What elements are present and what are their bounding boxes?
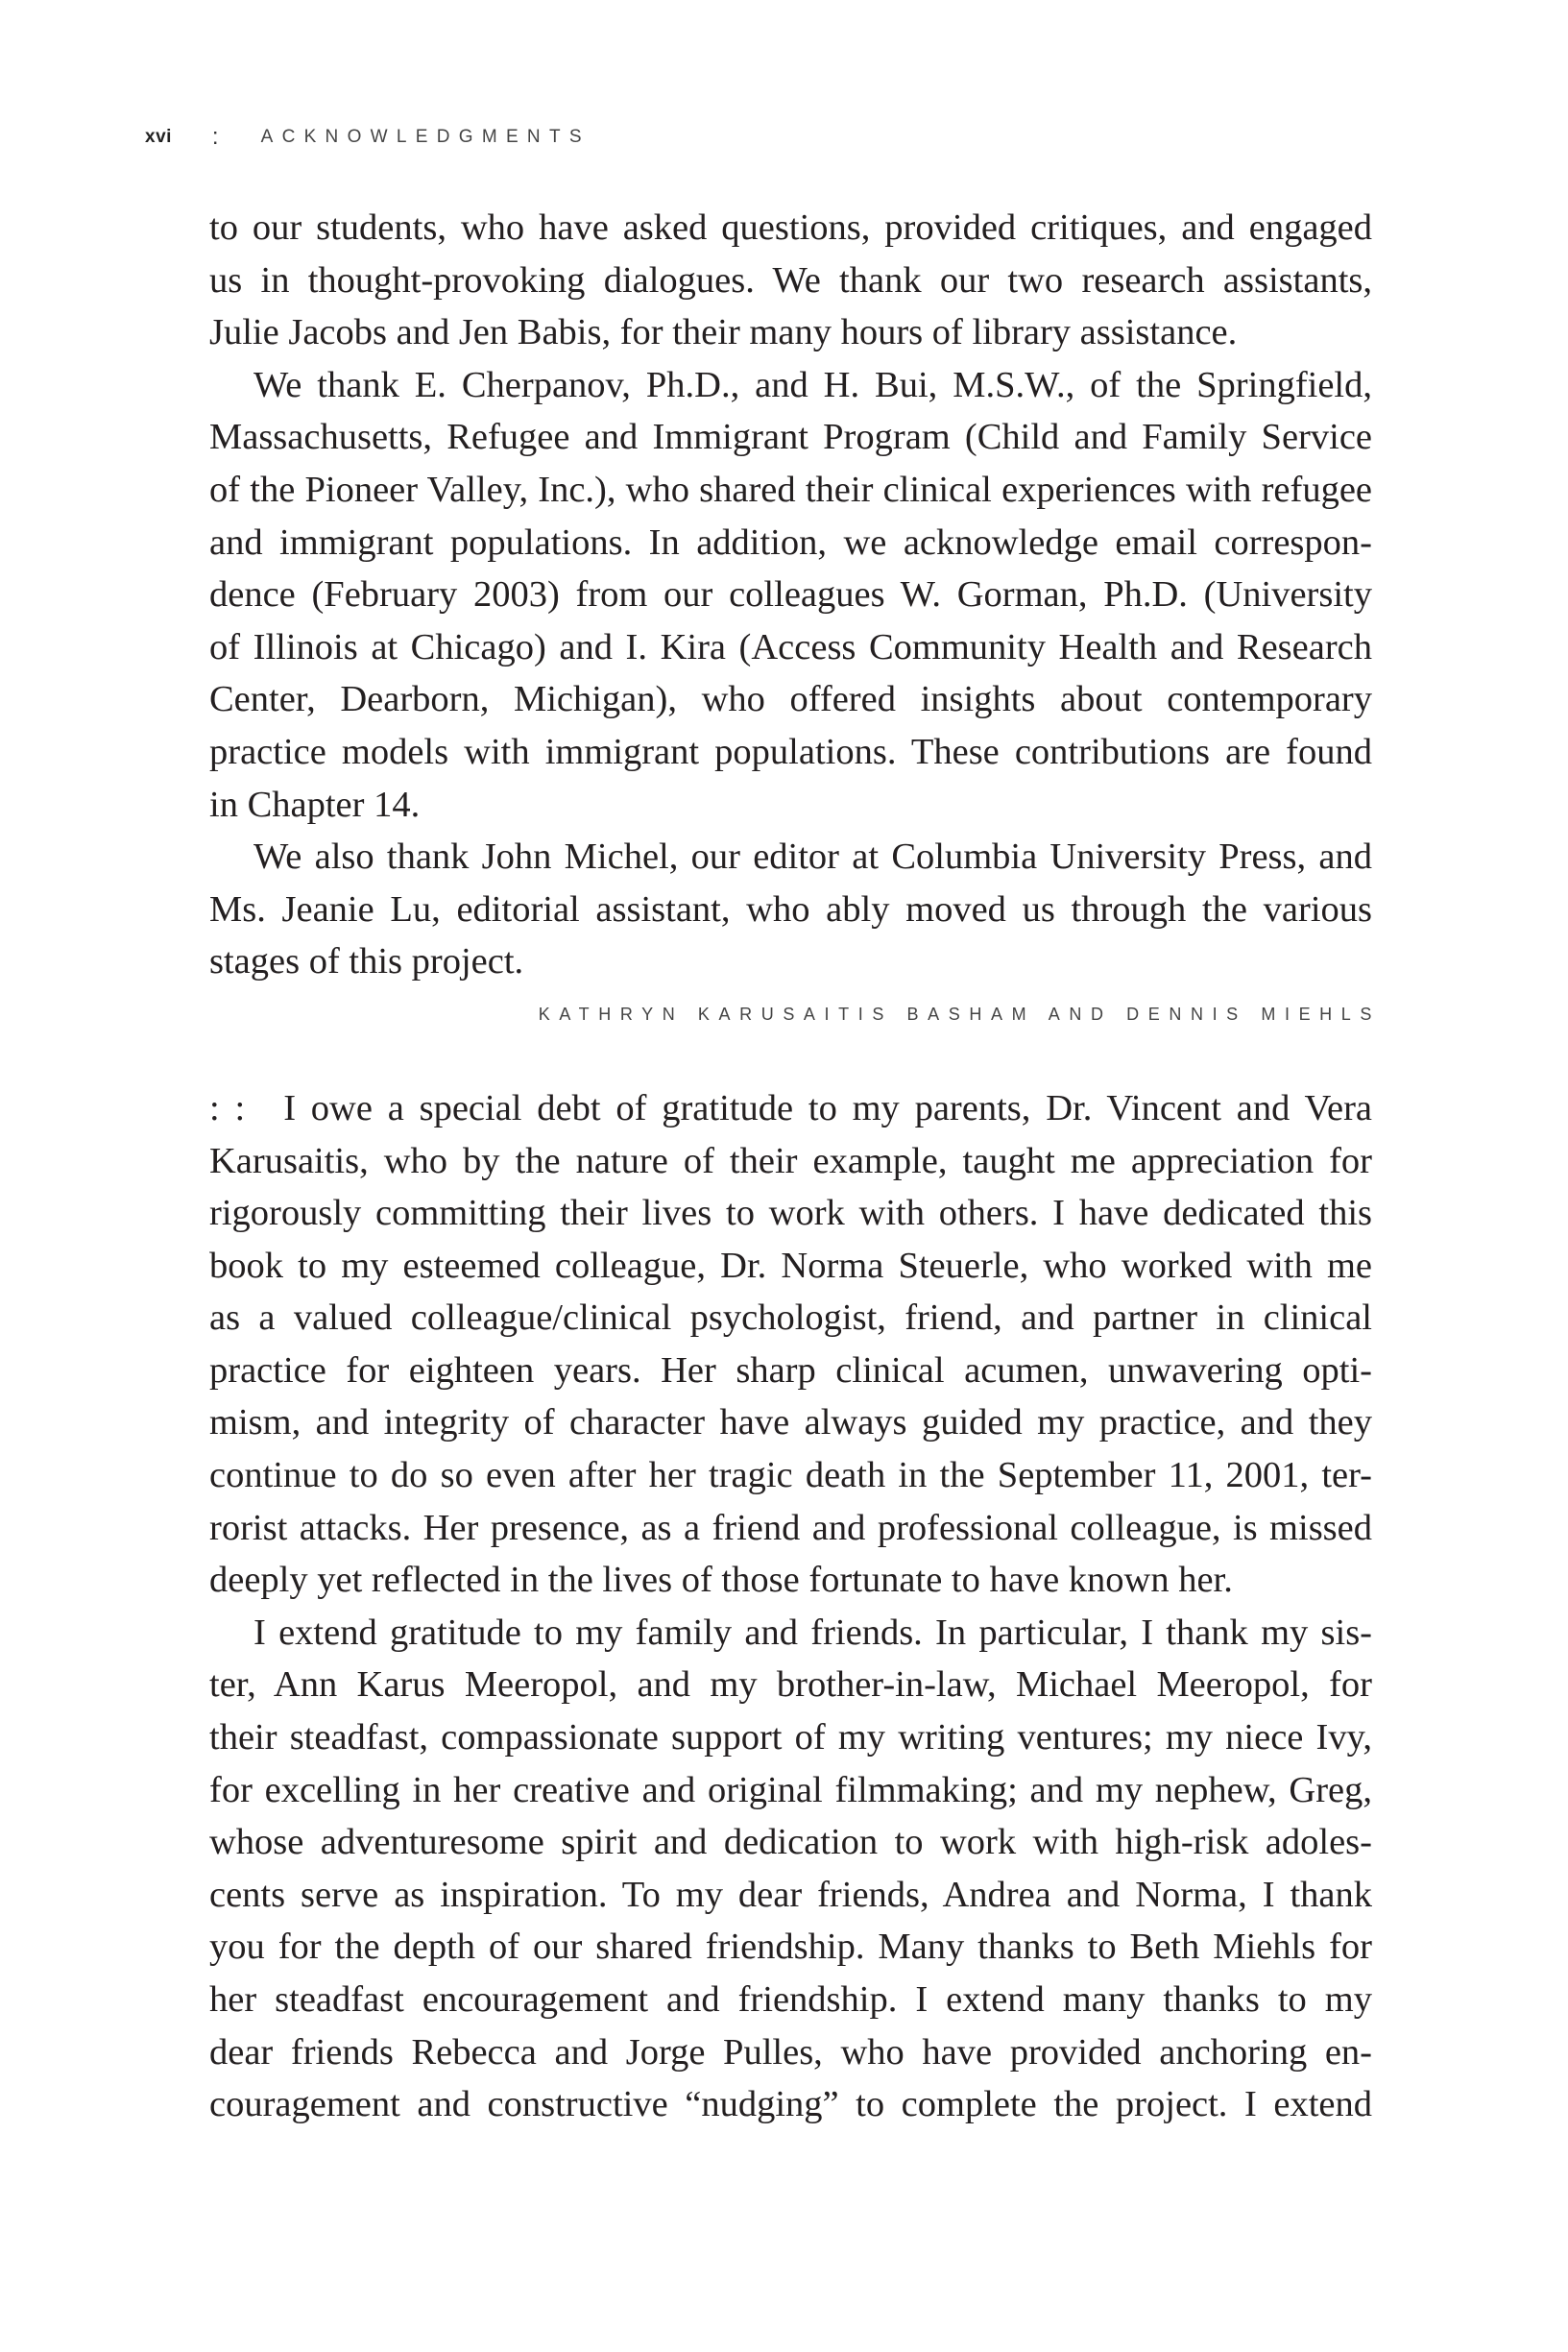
running-head [145, 123, 591, 152]
authors-signature: KATHRYN KARUSAITIS BASHAM AND DENNIS MIEHLS [538, 1004, 1381, 1024]
text-line: Center, Dearborn, Michigan), who offered insights about contemporary [209, 679, 1372, 720]
text-line: whose adventuresome spirit and dedication to work with high-risk adoles- [209, 1822, 1372, 1863]
paragraph [209, 359, 1372, 831]
page-number: xvi [145, 127, 172, 147]
text-line: We thank E. Cherpanov, Ph.D., and H. Bui, M.S.W., of the Springfield, [253, 364, 1372, 405]
text-line: rorist attacks. Her presence, as a friend and professional colleague, is missed [209, 1507, 1372, 1548]
text-line: I owe a special debt of gratitude to my parents, Dr. Vincent and Vera [283, 1087, 1372, 1128]
body-text [209, 202, 1381, 2131]
text-line: Julie Jacobs and Jen Babis, for their many hours of library assistance. [209, 312, 1238, 353]
text-line: practice models with immigrant populations. These contributions are found [209, 731, 1372, 772]
text-line: their steadfast, compassionate support of my writing ventures; my niece Ivy, [209, 1717, 1372, 1758]
text-line: us in thought-provoking dialogues. We thank our two research assistants, [209, 259, 1372, 301]
section-title: ACKNOWLEDGMENTS [260, 127, 591, 147]
text-line: in Chapter 14. [209, 784, 421, 825]
text-line: Massachusetts, Refugee and Immigrant Program (Child and Family Service [209, 417, 1372, 458]
paragraph [209, 1082, 1372, 1607]
text-line: as a valued colleague/clinical psychologist, friend, and partner in clinical [209, 1297, 1372, 1339]
text-line: rigorously committing their lives to work with others. I have dedicated this [209, 1193, 1372, 1234]
text-line: her steadfast encouragement and friendship. I extend many thanks to my [209, 1979, 1372, 2020]
text-line: you for the depth of our shared friendship. Many thanks to Beth Miehls for [209, 1927, 1372, 1968]
text-line: dence (February 2003) from our colleagues W. Gorman, Ph.D. (University [209, 574, 1372, 616]
text-line: ter, Ann Karus Meeropol, and my brother-in-law, Michael Meeropol, for [209, 1664, 1372, 1706]
text-line: for excelling in her creative and original filmmaking; and my nephew, Greg, [209, 1769, 1372, 1810]
text-line: and immigrant populations. In addition, we acknowledge email correspon- [209, 521, 1372, 563]
paragraph [209, 831, 1372, 988]
text-line: mism, and integrity of character have always guided my practice, and they [209, 1402, 1372, 1443]
text-line: cents serve as inspiration. To my dear friends, Andrea and Norma, I thank [209, 1874, 1372, 1915]
text-line: Karusaitis, who by the nature of their example, taught me appreciation for [209, 1140, 1372, 1181]
text-line: Ms. Jeanie Lu, editorial assistant, who ably moved us through the various [209, 888, 1372, 930]
text-line: We also thank John Michel, our editor at Columbia University Press, and [253, 837, 1372, 878]
text-line: book to my esteemed colleague, Dr. Norma Steuerle, who worked with me [209, 1245, 1372, 1286]
text-line: continue to do so even after her tragic death in the September 11, 2001, ter- [209, 1455, 1372, 1496]
paragraph [209, 202, 1372, 359]
section-ornament: : : [209, 1087, 246, 1128]
section-break [209, 1057, 1372, 1082]
running-head-separator: : [211, 124, 219, 150]
text-line: stages of this project. [209, 941, 524, 982]
text-line: of Illinois at Chicago) and I. Kira (Access Community Health and Research [209, 626, 1372, 667]
text-line: dear friends Rebecca and Jorge Pulles, who have provided anchoring en- [209, 2031, 1372, 2073]
text-line: to our students, who have asked questions, provided critiques, and engaged [209, 207, 1372, 248]
text-line-with-ornament [209, 1082, 1372, 1135]
text-line: I extend gratitude to my family and friends. In particular, I thank my sis- [253, 1612, 1372, 1653]
text-line: couragement and constructive “nudging” to complete the project. I extend [209, 2084, 1372, 2125]
paragraph [209, 1607, 1372, 2131]
text-line: practice for eighteen years. Her sharp clinical acumen, unwavering opti- [209, 1349, 1372, 1391]
text-line: of the Pioneer Valley, Inc.), who shared their clinical experiences with refugee [209, 469, 1372, 510]
text-line: deeply yet reflected in the lives of those fortunate to have known her. [209, 1560, 1233, 1601]
